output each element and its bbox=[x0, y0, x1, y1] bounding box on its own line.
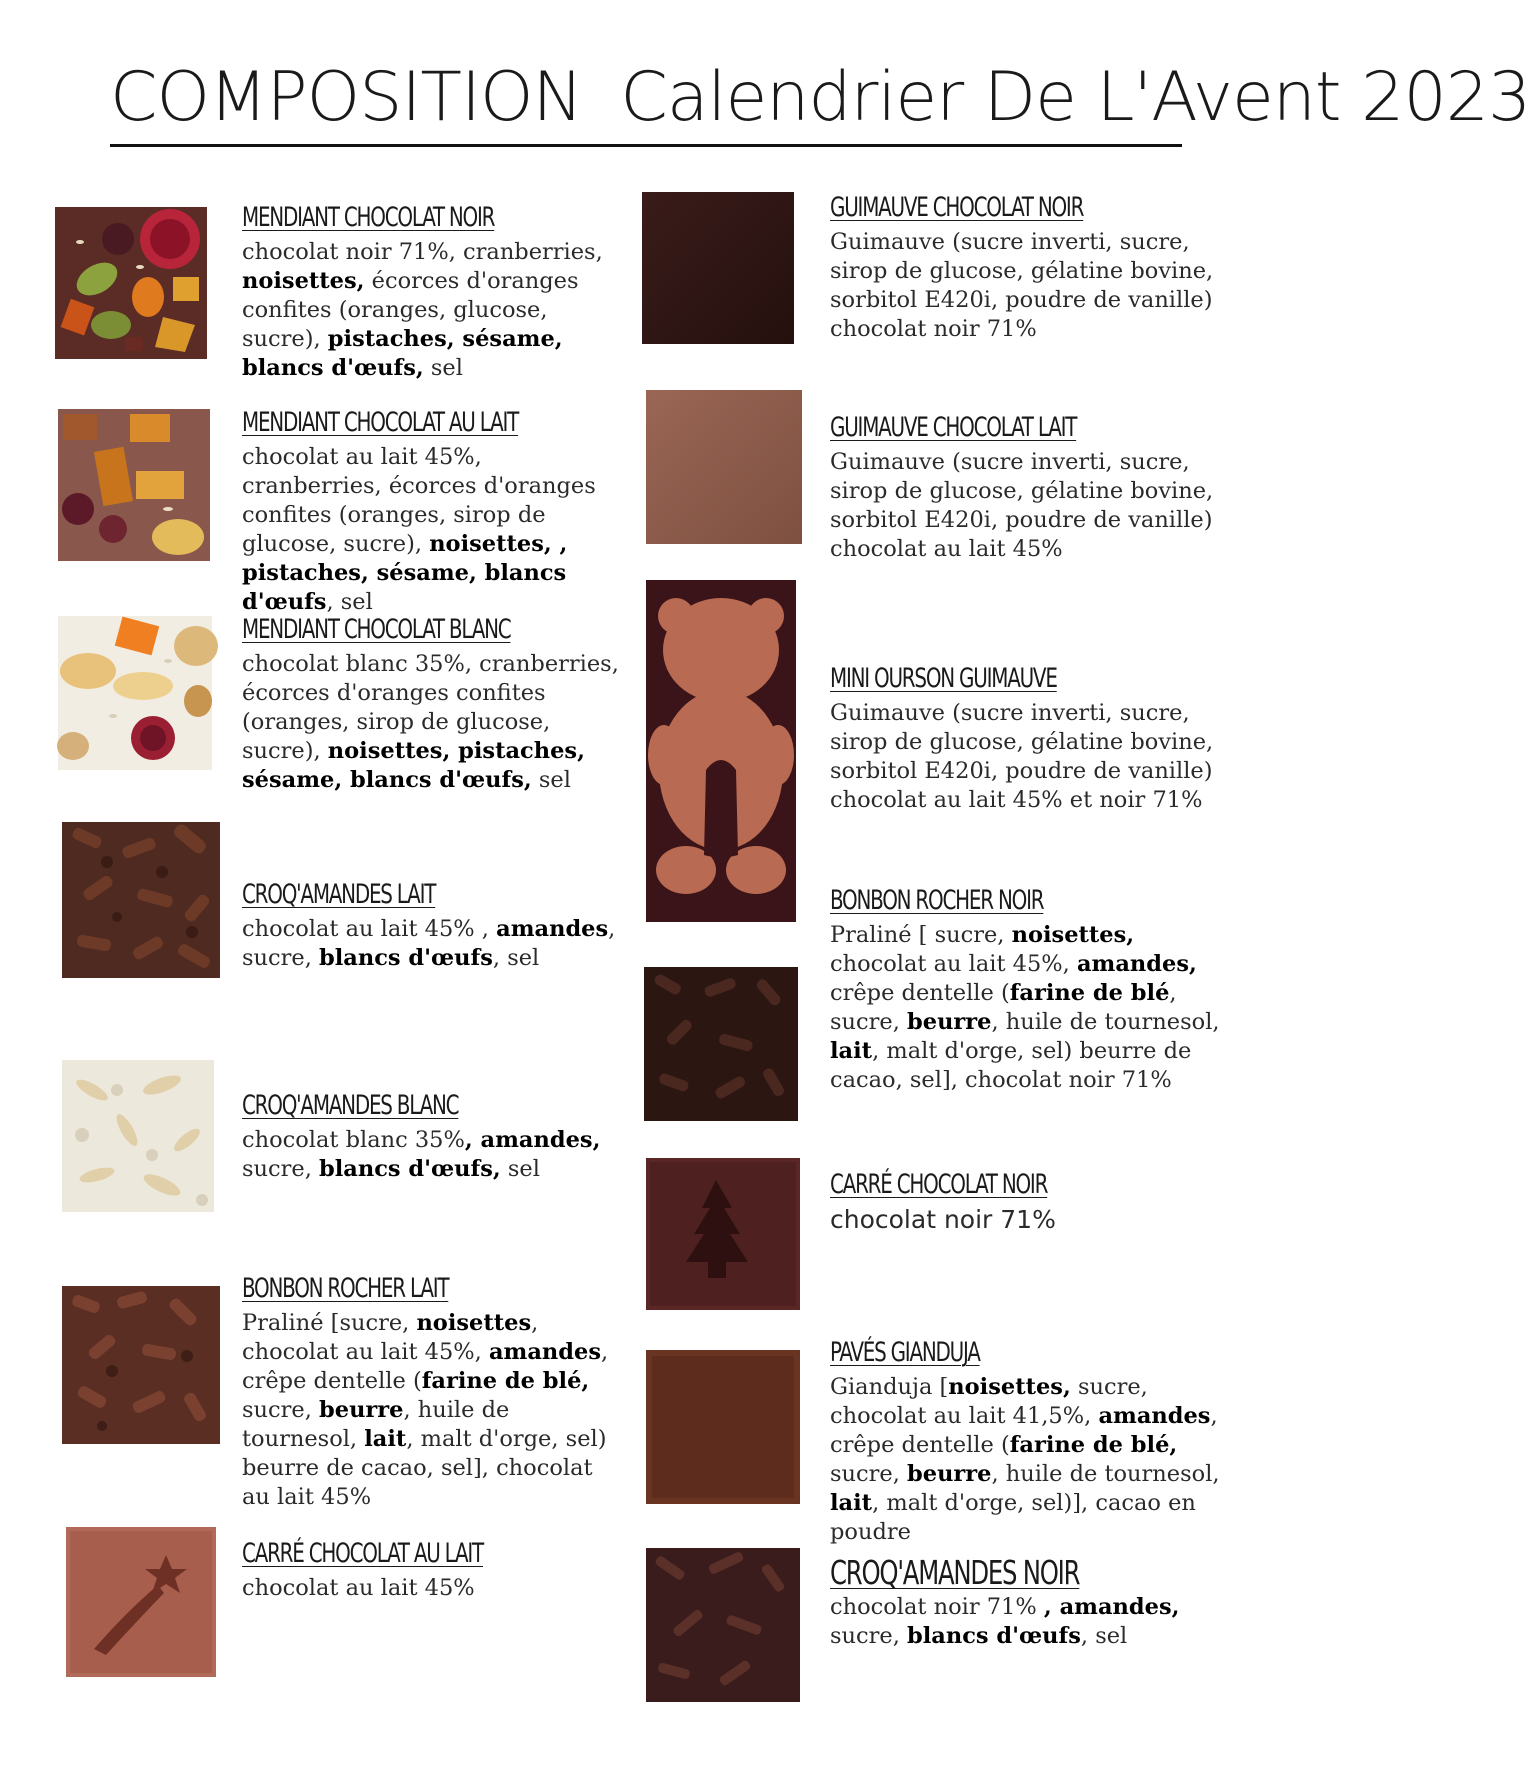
ingredient-text: , huile de tournesol, bbox=[242, 1397, 510, 1452]
ingredient-text: Praliné [sucre, bbox=[242, 1310, 417, 1336]
mendiant-blanc-photo bbox=[58, 616, 212, 770]
ingredient-text: chocolat au lait 45% , bbox=[242, 916, 497, 942]
item-description bbox=[242, 238, 622, 383]
ingredient-text: chocolat blanc 35%, cranberries, écorces d'oranges confites (oranges, sirop de glucose, sucre), bbox=[242, 651, 619, 764]
item-mendiant-noir bbox=[242, 200, 622, 383]
title-part-composition: COMPOSITION bbox=[110, 58, 583, 137]
allergen-text: beurre bbox=[907, 1461, 992, 1487]
ingredient-text: Gianduja [ bbox=[830, 1374, 949, 1400]
item-title: MENDIANT CHOCOLAT NOIR bbox=[242, 202, 495, 233]
item-description bbox=[830, 1593, 1230, 1651]
allergen-text: amandes bbox=[488, 1339, 602, 1365]
allergen-text: lait bbox=[830, 1038, 873, 1064]
item-carre-noir bbox=[830, 1167, 1230, 1234]
ingredient-text: , malt d'orge, sel) beurre de cacao, sel], chocolat au lait 45% bbox=[242, 1426, 607, 1510]
item-description bbox=[242, 1574, 622, 1603]
item-description bbox=[830, 1373, 1230, 1547]
ingredient-text: sel bbox=[500, 1156, 540, 1182]
item-title: PAVÉS GIANDUJA bbox=[830, 1337, 980, 1368]
allergen-text: amandes, bbox=[1076, 951, 1197, 977]
item-title: CROQ'AMANDES BLANC bbox=[242, 1090, 459, 1121]
carre-lait-photo bbox=[66, 1527, 216, 1677]
guimauve-noir-photo bbox=[642, 192, 794, 344]
ingredient-text: chocolat au lait 45%, cranberries, écorces d'oranges confites (oranges, sirop de glucose, sucre), bbox=[242, 444, 596, 557]
ingredient-text: crêpe dentelle ( bbox=[830, 980, 1010, 1006]
carre-noir-photo bbox=[646, 1158, 800, 1310]
item-description bbox=[830, 448, 1230, 564]
allergen-text: pistaches, sésame, blancs d'œufs, bbox=[242, 326, 563, 381]
allergen-text: blancs d'œufs bbox=[319, 945, 493, 971]
ingredient-text: , huile de tournesol, bbox=[991, 1461, 1220, 1487]
allergen-text: noisettes bbox=[416, 1310, 532, 1336]
allergen-text: beurre bbox=[319, 1397, 404, 1423]
allergen-text: noisettes, bbox=[948, 1374, 1071, 1400]
ingredient-text: , crêpe dentelle ( bbox=[830, 1403, 1218, 1458]
allergen-text: blancs d'œufs, bbox=[319, 1156, 501, 1182]
allergen-text: , amandes, bbox=[464, 1127, 601, 1153]
allergen-text: lait bbox=[830, 1490, 873, 1516]
item-description bbox=[830, 699, 1230, 815]
allergen-text: farine de blé bbox=[1009, 980, 1170, 1006]
item-title: MINI OURSON GUIMAUVE bbox=[830, 663, 1057, 694]
item-mendiant-blanc bbox=[242, 612, 622, 795]
ingredient-text: Guimauve (sucre inverti, sucre, sirop de glucose, gélatine bovine, sorbitol E420i, poudre de vanille) chocolat au lait 45% bbox=[830, 449, 1214, 562]
item-description bbox=[830, 921, 1230, 1095]
ingredient-text: , chocolat au lait 45%, bbox=[242, 1310, 539, 1365]
item-title: CARRÉ CHOCOLAT AU LAIT bbox=[242, 1538, 483, 1569]
ingredient-text: sucre, bbox=[242, 1397, 320, 1423]
item-description bbox=[242, 1126, 622, 1184]
ingredient-text: sucre, bbox=[830, 1623, 908, 1649]
item-title: CARRÉ CHOCOLAT NOIR bbox=[830, 1169, 1048, 1200]
ingredient-text: chocolat noir 71%, cranberries, bbox=[242, 239, 603, 265]
ingredient-text: chocolat blanc 35% bbox=[242, 1127, 465, 1153]
ingredient-text: , malt d'orge, sel) beurre de cacao, sel], chocolat noir 71% bbox=[830, 1038, 1192, 1093]
item-description bbox=[242, 443, 622, 617]
ingredient-text: , sucre, bbox=[830, 980, 1177, 1035]
allergen-text: beurre bbox=[907, 1009, 992, 1035]
item-guimauve-noir bbox=[830, 190, 1230, 344]
allergen-text: lait bbox=[364, 1426, 407, 1452]
ingredient-text: sel bbox=[423, 355, 463, 381]
ingredient-text: chocolat noir 71% bbox=[830, 1205, 1056, 1234]
ingredient-text: Praliné [ sucre, bbox=[830, 922, 1012, 948]
croq-blanc-photo bbox=[62, 1060, 214, 1212]
item-description bbox=[830, 228, 1230, 344]
item-mini-ourson bbox=[830, 661, 1230, 815]
ingredient-text: , crêpe dentelle ( bbox=[242, 1339, 609, 1394]
ingredient-text: écorces d'oranges confites (oranges, glucose, sucre), bbox=[242, 268, 579, 352]
allergen-text: amandes bbox=[496, 916, 609, 942]
item-croq-noir bbox=[830, 1555, 1230, 1651]
item-mendiant-lait bbox=[242, 405, 622, 617]
mendiant-lait-photo bbox=[58, 409, 210, 561]
ingredient-text: , malt d'orge, sel)], cacao en poudre bbox=[830, 1490, 1196, 1545]
ingredient-text: chocolat noir 71% bbox=[830, 1594, 1044, 1620]
item-title: CROQ'AMANDES LAIT bbox=[242, 879, 436, 910]
allergen-text: farine de blé, bbox=[421, 1368, 590, 1394]
item-rocher-lait bbox=[242, 1271, 622, 1512]
allergen-text: noisettes, , pistaches, sésame, blancs d'œufs bbox=[242, 531, 568, 615]
ingredient-text: Guimauve (sucre inverti, sucre, sirop de glucose, gélatine bovine, sorbitol E420i, poudre de vanille) chocolat noir 71% bbox=[830, 229, 1214, 342]
croq-noir-photo bbox=[646, 1548, 800, 1702]
allergen-text: noisettes, bbox=[1011, 922, 1135, 948]
item-carre-lait bbox=[242, 1536, 622, 1603]
allergen-text: noisettes, pistaches, sésame, blancs d'œufs, bbox=[242, 738, 585, 793]
item-description bbox=[242, 1309, 622, 1512]
item-title: MENDIANT CHOCOLAT BLANC bbox=[242, 614, 511, 645]
item-title: BONBON ROCHER LAIT bbox=[242, 1273, 449, 1304]
title-part-calendar: Calendrier De L'Avent 2023 bbox=[620, 58, 1530, 137]
item-title: BONBON ROCHER NOIR bbox=[830, 885, 1044, 916]
ingredient-text: chocolat au lait 45% bbox=[242, 1575, 475, 1601]
ingredient-text: Guimauve (sucre inverti, sucre, sirop de glucose, gélatine bovine, sorbitol E420i, poudre de vanille) chocolat au lait 45% et noir 71% bbox=[830, 700, 1214, 813]
item-title: MENDIANT CHOCOLAT AU LAIT bbox=[242, 407, 519, 438]
ourson-photo bbox=[646, 580, 796, 922]
item-description bbox=[242, 915, 622, 973]
ingredient-text: , huile de tournesol, bbox=[991, 1009, 1220, 1035]
allergen-text: blancs d'œufs bbox=[907, 1623, 1081, 1649]
ingredient-text: chocolat au lait 45%, bbox=[830, 951, 1077, 977]
item-description bbox=[242, 650, 622, 795]
item-croq-lait bbox=[242, 877, 622, 973]
ingredient-text: , sel bbox=[492, 945, 540, 971]
guimauve-lait-photo bbox=[646, 390, 802, 544]
croq-lait-photo bbox=[62, 822, 220, 978]
rocher-lait-photo bbox=[62, 1286, 220, 1444]
allergen-text: noisettes, bbox=[242, 268, 365, 294]
item-title: GUIMAUVE CHOCOLAT NOIR bbox=[830, 192, 1084, 223]
allergen-text: farine de blé, bbox=[1009, 1432, 1178, 1458]
ingredient-text: , sel bbox=[326, 589, 373, 615]
ingredient-text: sucre, chocolat au lait 41,5%, bbox=[830, 1374, 1148, 1429]
ingredient-text: sucre, bbox=[242, 1156, 320, 1182]
item-title: GUIMAUVE CHOCOLAT LAIT bbox=[830, 412, 1077, 443]
mendiant-noir-photo bbox=[55, 207, 207, 359]
allergen-text: amandes bbox=[1098, 1403, 1211, 1429]
item-paves-gianduja bbox=[830, 1335, 1230, 1547]
item-title: CROQ'AMANDES NOIR bbox=[830, 1553, 1080, 1592]
page-title bbox=[110, 52, 1530, 147]
ingredient-text: , sel bbox=[1080, 1623, 1128, 1649]
rocher-noir-photo bbox=[644, 967, 798, 1121]
ingredient-text: sel bbox=[531, 767, 571, 793]
item-guimauve-lait bbox=[830, 410, 1230, 564]
item-rocher-noir bbox=[830, 883, 1230, 1095]
gianduja-photo bbox=[646, 1350, 800, 1504]
ingredient-text: sucre, bbox=[830, 1461, 908, 1487]
ingredient-text: , sucre, bbox=[242, 916, 616, 971]
allergen-text: , amandes, bbox=[1043, 1594, 1180, 1620]
item-description bbox=[830, 1205, 1230, 1234]
item-croq-blanc bbox=[242, 1088, 622, 1184]
